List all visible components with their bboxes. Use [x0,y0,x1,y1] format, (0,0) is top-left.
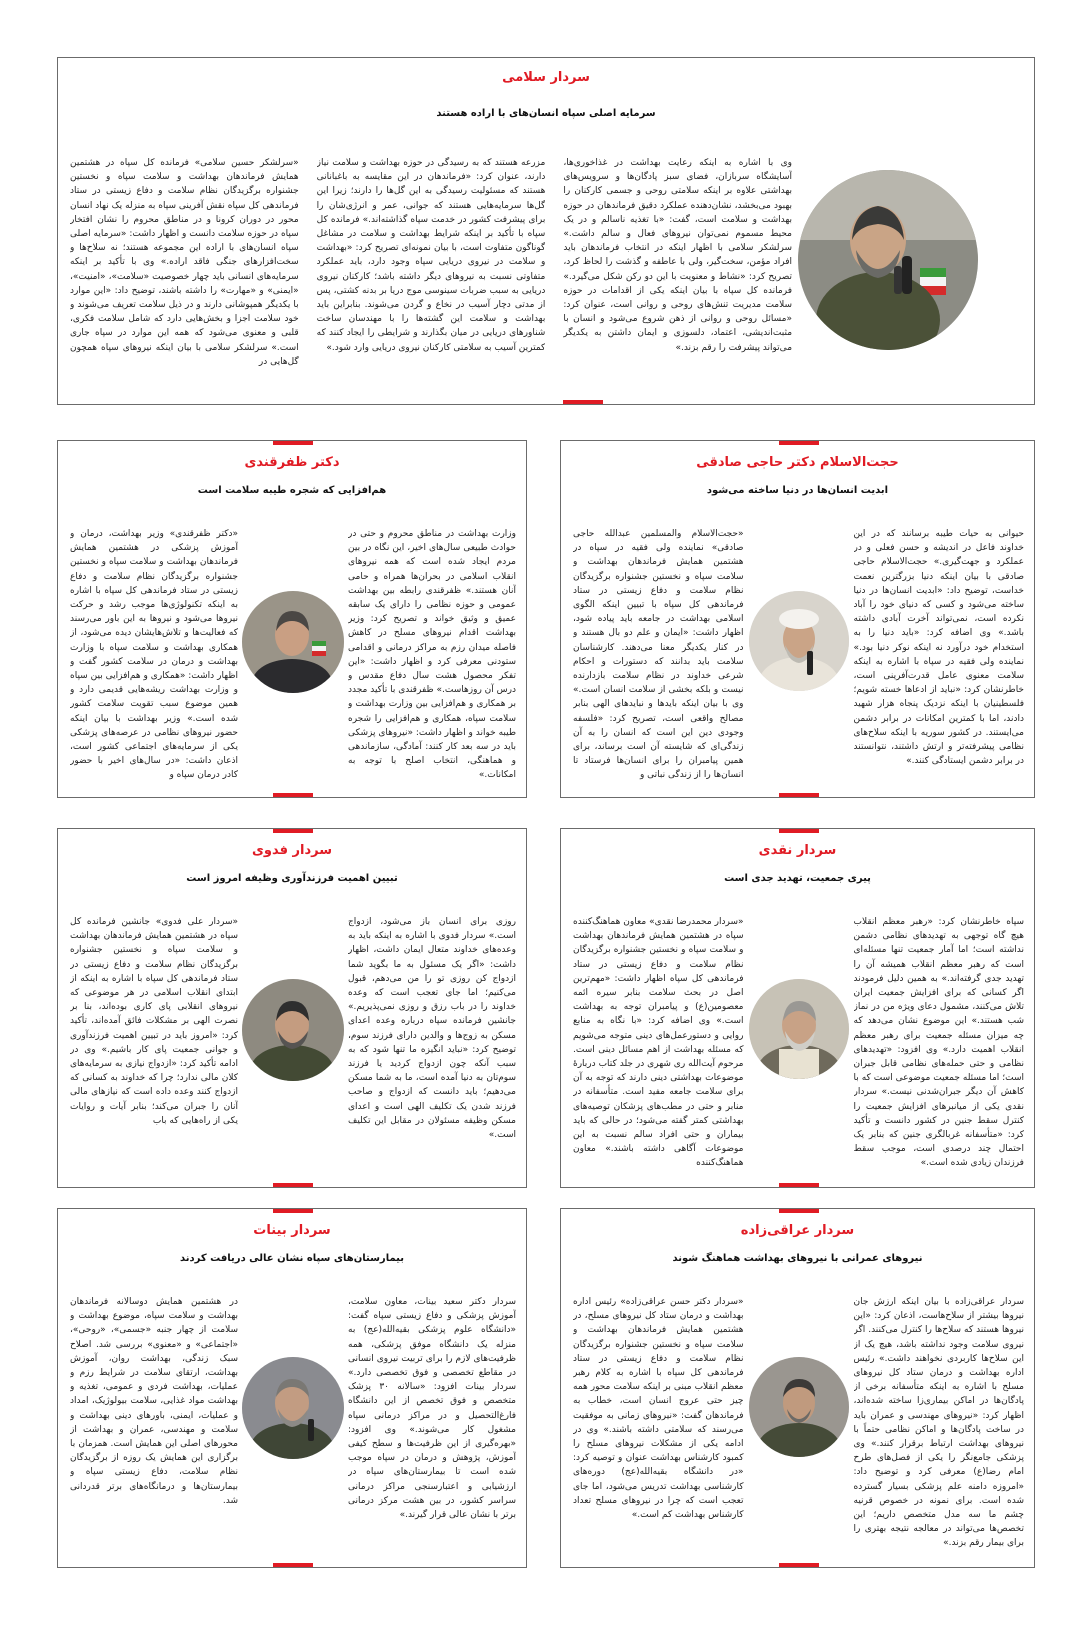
article-column: سردار عراقی‌زاده با بیان اینکه ارزش جان نیروها بیشتر از سلاح‌هاست، اذعان کرد: «این نیروها هستند که سلاح‌ها را کنترل می‌کنند. اگر نیروی سلامت وجود نداشته باشد، هیچ یک از این سلاح‌ها کاربردی نخواهند داشت.» رئیس اداره بهداشت و درمان ستاد کل نیروهای مسلح با اشاره به اینکه متأسفانه برخی از پادگان‌ها در اماکن بیماری‌زا ساخته شده‌اند، اظهار کرد: «نیروهای مهندسی و عمران باید در ساخت پادگان‌ها و اماکن نظامی حتماً با نیروهای بهداشت ارتباط برقرار کنند.» وی پزشکی جامع‌نگر را یکی از فصل‌های طرح امام رضا(ع) معرفی کرد و توضیح داد: «امروزه دامنه علم پزشکی بسیار گسترده شده است. برای نمونه در خصوص قرنیه چشم ما سه مدل متخصص داریم؛ این تخصص‌ها می‌تواند در معالجه نتیجه بهتری را برای بیمار رقم بزند.» [853,1297,1024,1549]
red-tab [779,440,819,445]
red-tab [563,400,603,405]
article-fadavi [57,828,527,1188]
article-headline: نیروهای عمرانی با نیروهای بهداشت هماهنگ شوند [672,1253,923,1264]
article-column: «سردار محمدرضا نقدی» معاون هماهنگ‌کننده سپاه در هشتمین همایش فرماندهان بهداشت و سلامت سپاه و نخستین جشنواره برگزیدگان نظام سلامت و دفاع زیستی در ستاد فرماندهی کل سپاه اظهار داشت: «مهم‌ترین اصل در بحث سلامت بنابر سیره ائمه معصومین(ع) و پیامبران توجه به بهداشت است.» وی اضافه کرد: «با نگاه به منابع روایی و دستورعمل‌های دینی متوجه می‌شویم که مسئله بهداشت از اهم مسائل دینی است. مرحوم آیت‌الله ری شهری در جلد کتاب دربارهٔ موضوعات بهداشتی دینی دارند که توجه به آن برای سلامت جامعه مفید است. متأسفانه در منابر و حتی در مطب‌های پزشکان توصیه‌های بهداشتی کمتر گفته می‌شود؛ در حالی که باید بیماران و حتی افراد سالم نسبت به این موضوعات آگاهی داشته باشند.» معاون هماهنگ‌کننده [573,917,744,1169]
article-column: حیوانی به حیات طیبه برسانند که در این خداوند فاعل در اندیشه و حسن فعلی و در عملکرد و جهت‌گیری.» حجت‌الاسلام حاجی صادقی با بیان اینکه دنیا بزرگترین نعمت خداست، توضیح داد: «ابدیت انسان‌ها در دنیا ساخته می‌شود و کسی که دنیای خود را آباد نکرده است، نمی‌تواند آخرت آبادی داشته باشد.» وی اضافه کرد: «باید دنیا را به استخدام خود درآورد نه اینکه نوکر دنیا بود.» نماینده ولی فقیه در سپاه با اشاره به اینکه سلامت معنوی عامل قدرت‌آفرینی است، خاطرنشان کرد: «نباید از ادعاها خسته شویم؛ فلسطینیان با اینکه نزدیک پنجاه هزار شهید دادند، اما با کمترین امکانات در برابر دشمن می‌ایستند. در کشور سوریه با اینکه سلاح‌های نظامی پیشرفته‌تر و ارتش داشتند، نتوانستند در برابر دشمن ایستادگی کنند.» [853,529,1024,767]
article-headline: سرمایه اصلی سپاه انسان‌های با اراده هستند [436,108,656,119]
article-column: «حجت‌الاسلام والمسلمین عبدالله حاجی صادقی» نماینده ولی فقیه در سپاه در هشتمین همایش فرماندهان بهداشت و سلامت سپاه و نخستین جشنواره برگزیدگان نظام سلامت و دفاع زیستی در ستاد فرماندهی کل سپاه با تبیین اینکه الگوی اسلامی بهداشت در جامعه باید پیاده شود، اظهار داشت: «ایمان و علم دو بال هستند و در کنار یکدیگر معنا می‌دهند. کارشناسان سلامت باید بدانند که دستورات و احکام شرعی خداوند در نظام سلامت بازدارنده نیست و بلکه بخشی از سلامت انسان است.» وی با بیان اینکه بایدها و نبایدهای الهی بنابر مصالح واقعی است، تصریح کرد: «فلسفه وجودی دین این است که انسان را به آن زندگی‌ای که شایسته آن است برساند، برای همین پیامبران را برای انسان‌ها فرستاد تا انسان‌ها را از زندگی نباتی و [573,529,744,781]
red-tab [779,828,819,833]
article-kicker: حجت‌الاسلام دکتر حاجی صادقی [696,455,899,470]
article-kicker: سردار نقدی [758,843,837,858]
article-headline: تبیین اهمیت فرزندآوری وظیفه امروز است [186,873,398,884]
article-headline: پیری جمعیت، تهدید جدی است [724,873,871,884]
red-tab [779,1208,819,1213]
red-tab [273,1563,313,1568]
article-headline: هم‌افزایی که شجره طیبه سلامت است [197,485,387,496]
article-column: وی با اشاره به اینکه رعایت بهداشت در غذاخوری‌ها، آسایشگاه سربازان، فضای سبز پادگان‌ها و سرویس‌های بهداشتی علاوه بر اینکه سلامتی روحی و جسمی کارکنان را بهبود می‌بخشد، نشان‌دهنده عملکرد دقیق فرماندهان در حوزه بهداشت و سلامت است، گفت: «با تغذیه ناسالم و در یک محیط مسموم نمی‌توان نیروهای فعال و سالم داشت.» سرلشکر سلامی با اظهار اینکه در انتخاب فرماندهان باید افراد مؤمن، سخت‌گیر، ولی با عاطفه و گذشت را لحاظ کرد، تصریح کرد: «نشاط و معنویت با این دو رکن شکل می‌گیرد.» فرمانده کل سپاه با بیان اینکه یکی از اقدامات در حوزه سلامت مدیریت تنش‌های روحی و روانی است، عنوان کرد: «مسائل روحی و روانی از ذهن شروع می‌شود و انسان با مثبت‌اندیشی، اعتماد، دلسوزی و ایمان داشتن به یکدیگر می‌تواند پیشرفت را رقم بزند.» [563,158,793,353]
red-tab [273,1208,313,1213]
portrait-photo [798,170,978,350]
article-hajisadeghi [560,440,1035,798]
portrait-photo [749,591,849,691]
portrait-photo [242,979,344,1081]
portrait-photo [749,1357,849,1457]
portrait-photo [242,591,344,693]
article-araghizadeh [560,1208,1035,1568]
article-column: سپاه خاطرنشان کرد: «رهبر معظم انقلاب هیچ گاه توجهی به تهدیدهای نظامی دشمن نداشته است؛ اما آمار جمعیت تنها مسئله‌ای است که رهبر معظم انقلاب همیشه آن را تهدید جدی گرفته‌اند.» به همین دلیل فرمودند اگر کسانی که برای افزایش جمعیت ایران تلاش می‌کنند، مشمول دعای ویژه من در نماز شب هستند.» این موضوع نشان می‌دهد که چه میزان مسئله جمعیت برای رهبر معظم انقلاب اهمیت دارد.» وی افزود: «تهدیدهای نظامی و حتی حمله‌های نظامی قابل جبران است؛ اما مسئله جمعیت موضوعی است که با کاهش آن دیگر جبران‌شدنی نیست.» سردار نقدی یکی از میانبرهای افزایش جمعیت را کنترل سقط جنین در کشور دانست و تأکید کرد: «متأسفانه غربالگری جنین که بنابر یک احتمال چند درصدی است، موجب سقط فرزندان زیادی شده است.» [853,917,1024,1169]
article-kicker: سردار سلامی [502,70,590,85]
portrait-photo [242,1357,344,1459]
article-column: سردار دکتر سعید بینات، معاون سلامت، آموزش پزشکی و دفاع زیستی سپاه گفت: «دانشگاه علوم پزشکی بقیه‌الله(عج) به منزله یک دانشگاه موفق پزشکی، همه ظرفیت‌های لازم را برای تربیت نیروی انسانی در مقاطع تخصصی و فوق تخصصی دارد.» سردار بینات افزود: «سالانه ۳۰ پزشک متخصص و فوق تخصص از این دانشگاه فارغ‌التحصیل و در مراکز درمانی سپاه مشغول کار می‌شوند.» وی افزود: «بهره‌گیری از این ظرفیت‌ها و سطح کیفی آموزش، پژوهش و درمان در سپاه موجب شده است تا بیمارستان‌های سپاه در ارزشیابی و اعتبارسنجی مراکز درمانی سراسر کشور، در بین هشت مرکز درمانی برتر با نشان عالی قرار گیرند.» [348,1297,516,1521]
article-column: مزرعه هستند که به رسیدگی در حوزه بهداشت و سلامت نیاز دارند، عنوان کرد: «فرماندهان در این مقایسه به باغبانانی هستند که مسئولیت رسیدگی به این گل‌ها را دارند؛ زیرا این گل‌ها سرمایه‌هایی هستند که جوانی، عمر و انرژی‌شان را برای پیشرفت کشور در خدمت سپاه گذاشته‌اند.» فرمانده کل سپاه با تأکید بر اینکه شرایط بهداشت و سلامت در مشاغل گوناگون متفاوت است، با بیان نمونه‌ای تصریح کرد: «بهداشت و سلامت در نیروی دریایی سپاه وجود دارد، باید عملکرد متفاوتی نسبت به نیروهای دیگر داشته باشد؛ کارکنان نیروی دریایی به سبب ضربات سینوسی موج دریا بر بدنه کشتی، پس از مدتی دچار آسیب در نخاع و گردن می‌شوند. بنابراین باید بهداشت و سلامت این گشته‌ها را با مهندسان ساخت شناورهای دریایی در میان بگذارند و شرایطی را ایجاد کنند که کمترین آسیب به سلامتی کارکنان نیروی دریایی وارد شود.» [316,158,546,353]
article-kicker: سردار بینات [253,1223,331,1238]
article-zafarghandi [57,440,527,798]
article-headline: ابدیت انسان‌ها در دنیا ساخته می‌شود [706,485,889,496]
article-column: «دکتر ظفرقندی» وزیر بهداشت، درمان و آموزش پزشکی در هشتمین همایش فرماندهان بهداشت و سلامت سپاه و نخستین جشنواره برگزیدگان نظام سلامت و دفاع زیستی در ستاد فرماندهی کل سپاه با اشاره به اینکه تکنولوژی‌ها موجب رشد و حرکت نیروها می‌شود و نیروها به این باور می‌رسند که فعالیت‌ها و تلاش‌هایشان دیده می‌شود، از همکاری بهداشت و سلامت سپاه با وزارت بهداشت و درمان در سلامت کشور گفت و اظهار داشت: «همکاری و هم‌افزایی بین سپاه و وزارت بهداشت ریشه‌هایی قدیمی دارد و همین موضوع سبب تقویت سلامت کشور شده است.» وزیر بهداشت با بیان اینکه حضور نیروهای نظامی در عرصه‌های پزشکی یکی از سرمایه‌های اجتماعی کشور است، اذعان داشت: «در سال‌های اخیر با حضور کادر درمان سپاه و [70,529,238,781]
red-tab [273,440,313,445]
red-tab [273,793,313,798]
article-top [57,57,1035,405]
red-tab [779,793,819,798]
red-tab [779,1183,819,1188]
article-column: در هشتمین همایش دوسالانه فرماندهان بهداشت و سلامت سپاه، موضوع بهداشت و سلامت از چهار جنبه «جسمی»، «روحی»، «اجتماعی» و «معنوی» بررسی شد. اصلاح سبک زندگی، بهداشت روان، آموزش بهداشت، ارتقای سلامت در شرایط رزم و عملیات، بهداشت فردی و عمومی، تغذیه و بهداشت مواد غذایی، سلامت بیولوژیک، امداد و عملیات، ایمنی، باورهای دینی بهداشت و سلامت و مهندسی، عمران و بهداشت از محورهای اصلی این همایش است. همزمان با برگزاری این همایش یک روزه از برگزیدگان نظام سلامت، دفاع زیستی سپاه و بیمارستان‌ها و درمانگاه‌های برتر قدردانی شد. [70,1297,238,1506]
red-tab [273,828,313,833]
article-column: «سردار علی فدوی» جانشین فرمانده کل سپاه در هشتمین همایش فرماندهان بهداشت و سلامت سپاه و نخستین جشنواره برگزیدگان نظام سلامت و دفاع زیستی در ستاد فرماندهی کل سپاه با اشاره به اینکه از ابتدای انقلاب اسلامی در هر موضوعی که نیروهای انقلابی پای کاری بوده‌اند، بنا بر نصرت الهی بر مشکلات فائق آمده‌اند، تأکید کرد: «امروز باید در تبیین اهمیت فرزندآوری و جوانی جمعیت پای کار باشیم.» وی در ادامه تأکید کرد: «ازدواج نیازی به سرمایه‌های کلان مالی ندارد؛ چرا که خداوند به کسانی که ازدواج کنند وعده داده است که نیازهای مالی آنان را جبران می‌کند؛ بنابر آیات و روایات یکی از راه‌هایی که باب [70,917,238,1126]
red-tab [779,1563,819,1568]
article-kicker: دکتر ظفرقندی [244,455,340,470]
article-column: روزی برای انسان باز می‌شود، ازدواج است.» سردار فدوی با اشاره به اینکه باید به وعده‌های خداوند متعال ایمان داشت، اظهار داشت: «اگر یک مسئول به ما بگوید شما ازدواج کن روزی تو را من می‌دهم، قبول می‌کنیم؛ اما جای تعجب است که وعده خداوند را در باب رزق و روزی نمی‌پذیریم.» جانشین فرمانده سپاه درباره وعده اعدای مسکن به زوج‌ها و والدین دارای فرزند سوم، توضیح کرد: «نباید انگیزه ما تنها شود که به سبب آنکه چون ازدواج کردید یا فرزند سوم‌تان به دنیا آمده است، ما به شما مسکن می‌دهیم؛ باید دانست که ازدواج و صاحب فرزند شدن یک تکلیف الهی است و اعدای مسکن وظیفه مسئولان در مقابل این تکلیف است.» [348,917,516,1141]
article-headline: بیمارستان‌های سپاه نشان عالی دریافت کردند [179,1253,404,1264]
article-column: «سردار دکتر حسن عراقی‌زاده» رئیس اداره بهداشت و درمان ستاد کل نیروهای مسلح، در هشتمین همایش فرماندهان بهداشت و سلامت سپاه و نخستین جشنواره برگزیدگان نظام سلامت و دفاع زیستی در ستاد فرماندهی کل سپاه با اشاره به کلام رهبر معظم انقلاب مبنی بر اینکه سلامت محور همه چیز حتی عروج انسان است، خطاب به فرماندهان گفت: «نیروهای زمانی به موفقیت می‌رسند که سلامتی داشته باشند.» وی در ادامه یکی از مشکلات نیروهای مسلح را کمبود کارشناس بهداشت عنوان و توصیه کرد: «در دانشگاه بقیه‌الله(عج) دوره‌های کارشناسی بهداشت تدریس می‌شود، اما جای تعجب است که چرا در نیروهای مسلح تعداد کارشناس بهداشت کم است.» [573,1297,744,1521]
article-kicker: سردار عراقی‌زاده [740,1223,855,1238]
article-columns [70,156,792,396]
red-tab [273,1183,313,1188]
article-binat [57,1208,527,1568]
portrait-photo [749,979,849,1079]
article-column: «سرلشکر حسین سلامی» فرمانده کل سپاه در هشتمین همایش فرماندهان بهداشت و سلامت سپاه و نخستین جشنواره برگزیدگان نظام سلامت و دفاع زیستی در ستاد فرماندهی کل سپاه نقش آفرینی سپاه به منزله یک نهاد انسان محور در دوران کرونا و در مناطق محروم را نشان افتخار سپاه در حوزه سلامت دانست و اظهار داشت: «سرمایه اصلی سپاه انسان‌های با اراده این مجموعه هستند؛ نه سلاح‌ها و سخت‌افزارهای جنگی فاقد اراده.» وی با تأکید بر اینکه سرمایه‌های انسانی باید چهار خصوصیت «سلامت»، «امنیت»، «ایمنی» و «مهارت» را داشته باشند، توضیح داد: «این موارد با یکدیگر همپوشانی دارند و در ذیل سلامت تعریف می‌شوند و خود سلامت اجزا و بخش‌هایی دارد که شامل سلامت فکری، قلبی و معنوی می‌شود که همه این موارد در سپاه جاری است.» سرلشکر سلامی با بیان اینکه نیروهای سپاه همچون گل‌هایی در [70,158,299,367]
article-naghdi [560,828,1035,1188]
article-column: وزارت بهداشت در مناطق محروم و حتی در حوادث طبیعی سال‌های اخیر، این نگاه در بین مردم ایجاد شده است که همه نیروهای انقلاب اسلامی در بحران‌ها همراه و حامی آنان هستند.» ظفرقندی رابطه بین بهداشت عمومی و حوزه نظامی را دارای یک سابقه عمیق و وثیق خواند و تصریح کرد: وزیر بهداشت اقدام نیروهای مسلح در کاهش فاصله میدان رزم به مراکز درمانی و اقدامی ستودنی معرفی کرد و اظهار داشت: «این تفکر محصول هشت سال دفاع مقدس و درس آن روزهاست.» ظفرقندی با تأکید مجدد بر همکاری و هم‌افزایی بین وزارت بهداشت و سلامت سپاه، همکاری و هم‌افزایی را شجره طیبه خواند و اظهار داشت: «نیروهای پزشکی باید در سه بعد کار کنند: آمادگی، سازماندهی و هماهنگی، انتخاب اصلح با توجه به امکانات.» [348,529,516,781]
article-kicker: سردار فدوی [251,843,333,858]
